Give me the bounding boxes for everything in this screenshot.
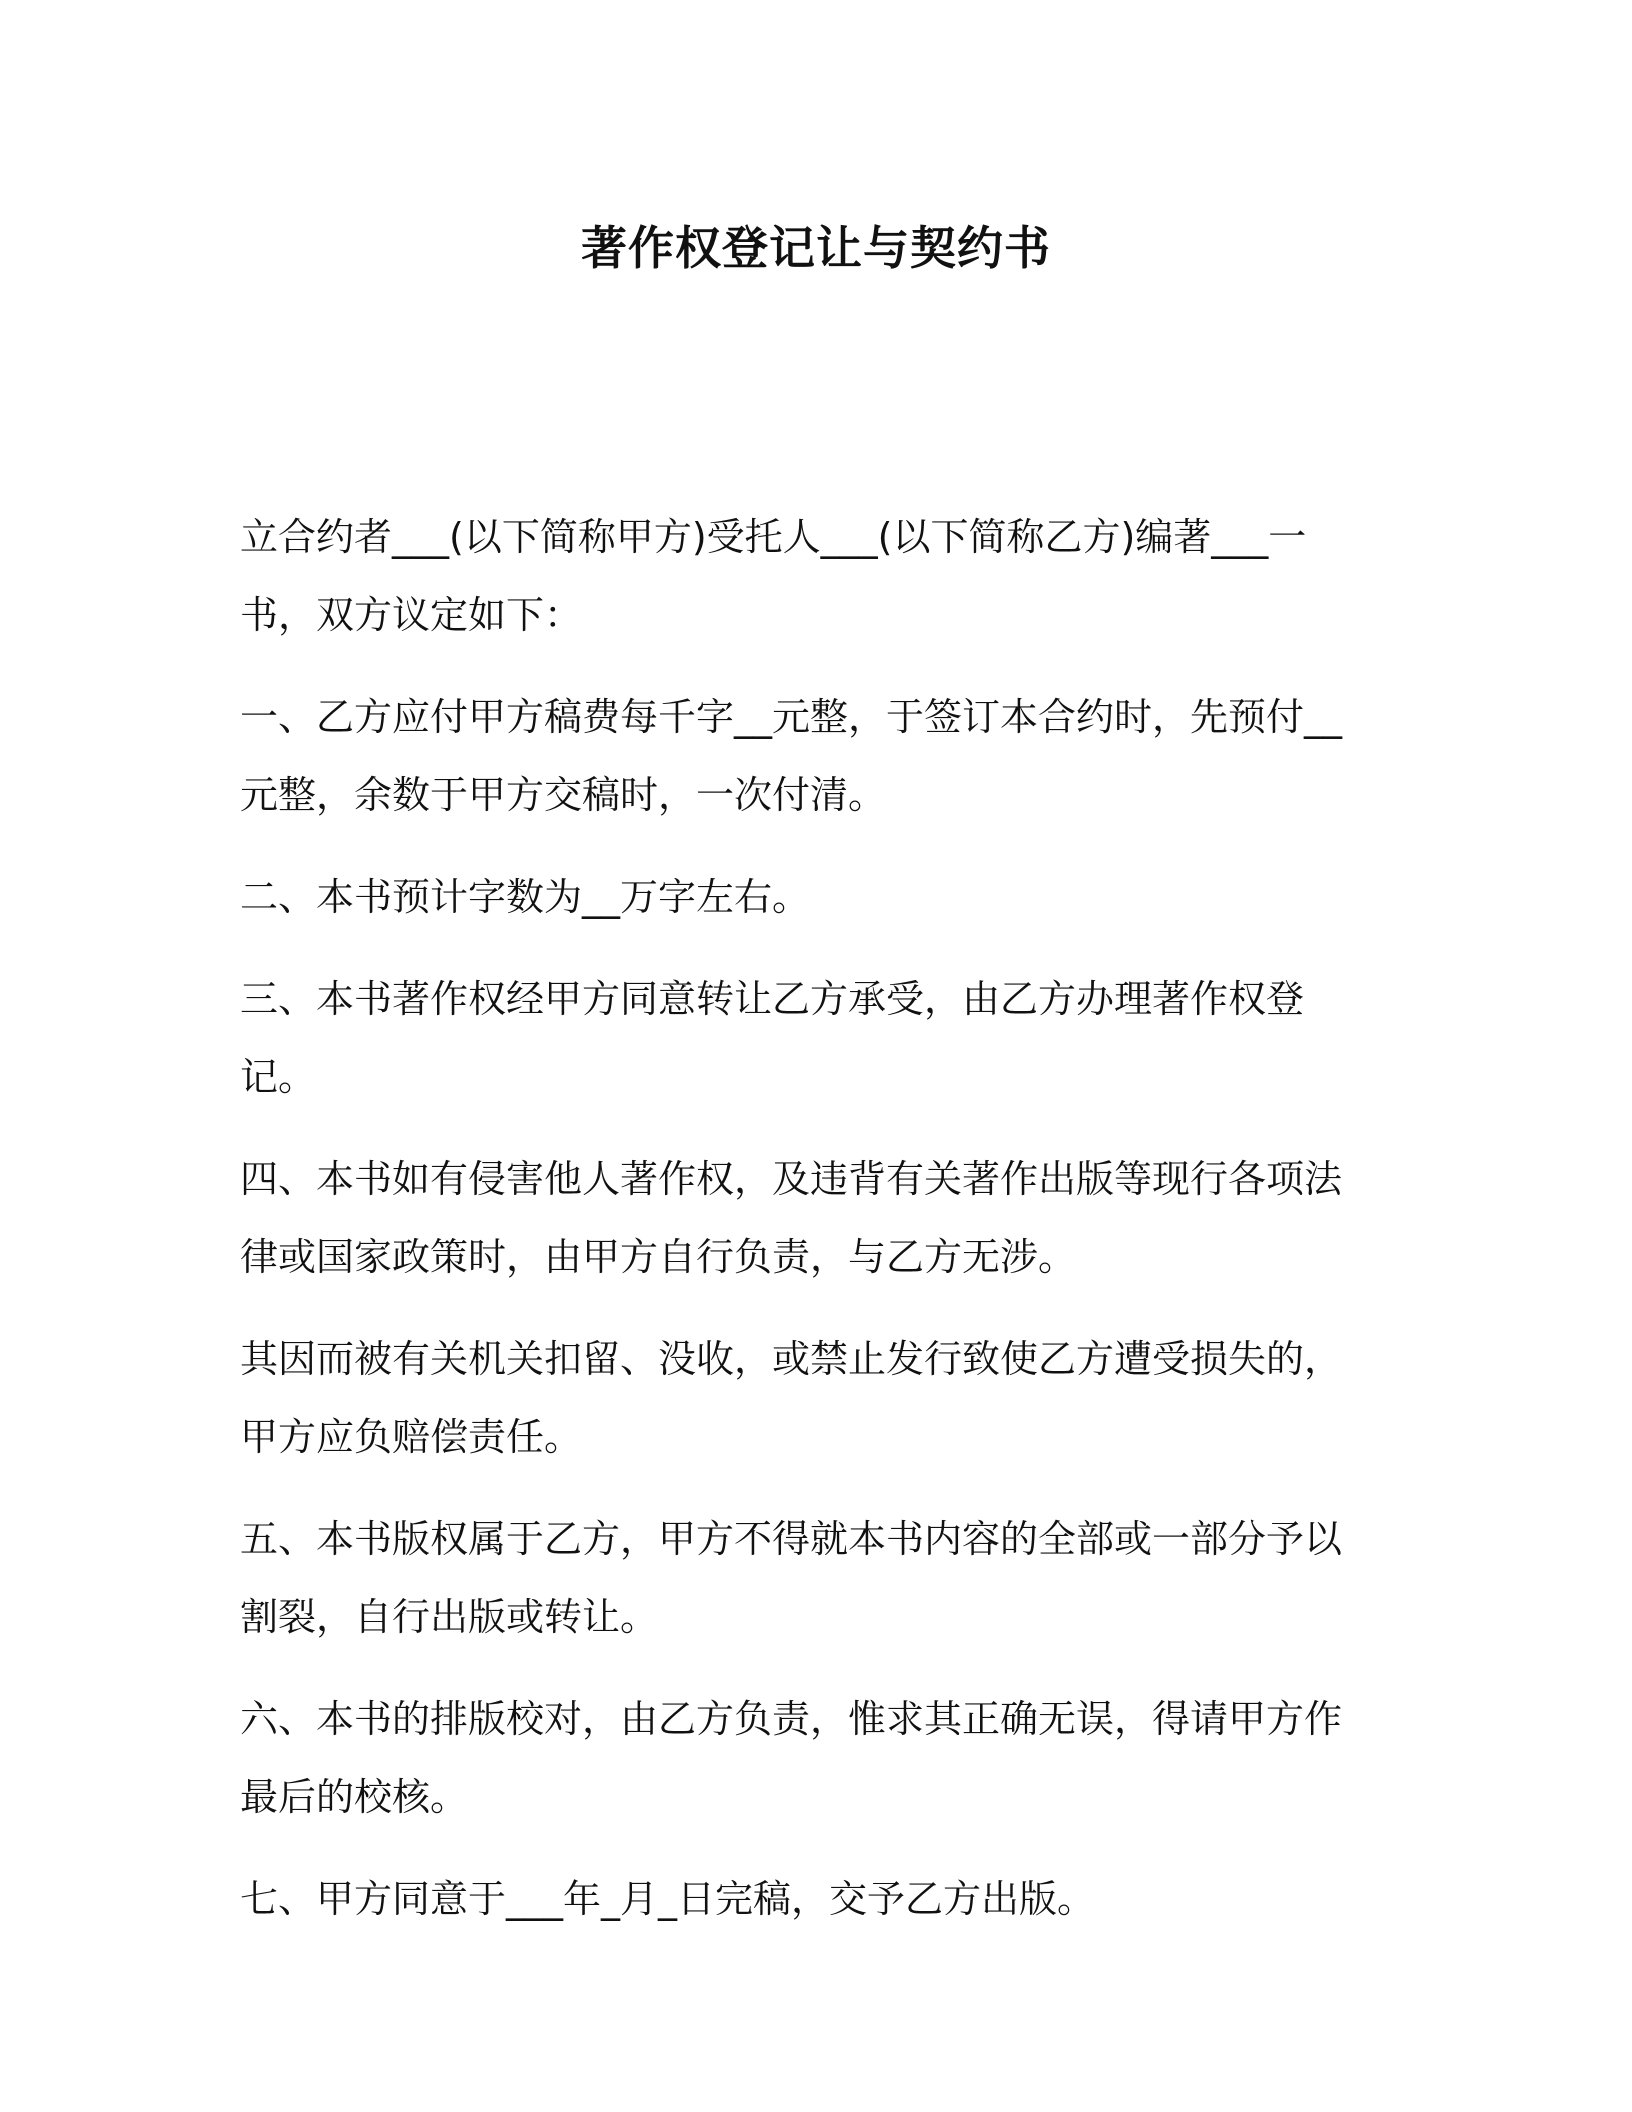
- paragraph-clause-6: 六、本书的排版校对，由乙方负责，惟求其正确无误，得请甲方作最后的校核。: [240, 1697, 1343, 1819]
- paragraph-clause-4-continued: 其因而被有关机关扣留、没收，或禁止发行致使乙方遭受损失的，甲方应负赔偿责任。: [240, 1337, 1343, 1459]
- paragraph-clause-4: 四、本书如有侵害他人著作权，及违背有关著作出版等现行各项法律或国家政策时，由甲方自行负责，与乙方无涉。: [240, 1157, 1343, 1279]
- paragraph-clause-7: 七、甲方同意于___年_月_日完稿，交予乙方出版。: [240, 1877, 1096, 1921]
- document-body: [240, 498, 1372, 1962]
- paragraph-clause-3: 三、本书著作权经甲方同意转让乙方承受，由乙方办理著作权登记。: [240, 977, 1305, 1099]
- paragraph-intro: 立合约者___(以下简称甲方)受托人___(以下简称乙方)编著___一书，双方议定如下：: [240, 515, 1307, 637]
- paragraph-clause-1: 一、乙方应付甲方稿费每千字__元整，于签订本合约时，先预付__元整，余数于甲方交稿时，一次付清。: [240, 695, 1343, 817]
- paragraph-clause-5: 五、本书版权属于乙方，甲方不得就本书内容的全部或一部分予以割裂，自行出版或转让。: [240, 1517, 1343, 1639]
- document-title: 著作权登记让与契约书: [581, 221, 1051, 275]
- paragraph-clause-2: 二、本书预计字数为__万字左右。: [240, 875, 811, 919]
